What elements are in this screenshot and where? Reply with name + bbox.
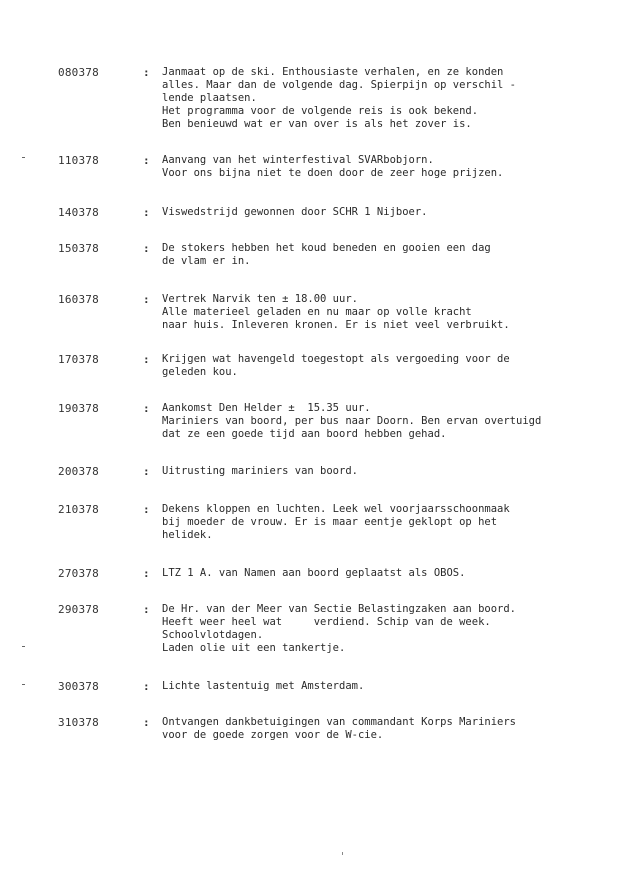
entry-date: 200378	[58, 465, 99, 478]
entry-date: 150378	[58, 242, 99, 255]
entry-line: Laden olie uit een tankertje.	[162, 642, 346, 654]
entry-separator: :	[143, 603, 150, 616]
entry-separator: :	[143, 154, 150, 167]
entry-text	[162, 402, 602, 441]
entry-line: Ben benieuwd wat er van over is als het zover is.	[162, 118, 472, 130]
entry-line: Janmaat op de ski. Enthousiaste verhalen, en ze konden	[162, 66, 504, 78]
entry-date: 310378	[58, 716, 99, 729]
entry-date: 270378	[58, 567, 99, 580]
margin-mark	[22, 646, 25, 647]
entry-line: Krijgen wat havengeld toegestopt als vergoeding voor de	[162, 353, 510, 365]
entry-text	[162, 206, 602, 219]
entry-separator: :	[143, 293, 150, 306]
entry-line: Ontvangen dankbetuigingen van commandant Korps Mariniers	[162, 716, 517, 728]
entry-date: 170378	[58, 353, 99, 366]
entry-text	[162, 154, 602, 180]
entry-line: Aanvang van het winterfestival SVARbobjorn.	[162, 154, 434, 166]
entry-separator: :	[143, 567, 150, 580]
entry-line: Alle materieel geladen en nu maar op volle kracht	[162, 306, 472, 318]
entry-line: de vlam er in.	[162, 255, 251, 267]
entry-text	[162, 353, 602, 379]
entry-date: 110378	[58, 154, 99, 167]
entry-separator: :	[143, 66, 150, 79]
entry-separator: :	[143, 206, 150, 219]
entry-line: LTZ 1 A. van Namen aan boord geplaatst als OBOS.	[162, 567, 466, 579]
entry-separator: :	[143, 402, 150, 415]
entry-line: Voor ons bijna niet te doen door de zeer hoge prijzen.	[162, 167, 504, 179]
entry-text	[162, 465, 602, 478]
entry-line: voor de goede zorgen voor de W-cie.	[162, 729, 384, 741]
scan-speck	[342, 852, 343, 855]
entry-text	[162, 603, 602, 655]
entry-line: Aankomst Den Helder ± 15.35 uur.	[162, 402, 371, 414]
entry-date: 160378	[58, 293, 99, 306]
entry-line: naar huis. Inleveren kronen. Er is niet veel verbruikt.	[162, 319, 510, 331]
entry-text	[162, 716, 602, 742]
entry-text	[162, 567, 602, 580]
entry-line: helidek.	[162, 529, 213, 541]
entry-line: De Hr. van der Meer van Sectie Belastingzaken aan boord.	[162, 603, 517, 615]
entry-line: Lichte lastentuig met Amsterdam.	[162, 680, 365, 692]
entry-date: 140378	[58, 206, 99, 219]
entry-date: 190378	[58, 402, 99, 415]
entry-separator: :	[143, 680, 150, 693]
entry-line: Viswedstrijd gewonnen door SCHR 1 Nijboer.	[162, 206, 428, 218]
entry-line: Mariniers van boord, per bus naar Doorn. Ben ervan overtuigd	[162, 415, 542, 427]
entry-line: Schoolvlotdagen.	[162, 629, 264, 641]
entry-text	[162, 242, 602, 268]
entry-separator: :	[143, 503, 150, 516]
margin-mark	[22, 157, 25, 158]
entry-line: dat ze een goede tijd aan boord hebben gehad.	[162, 428, 447, 440]
entry-separator: :	[143, 353, 150, 366]
margin-mark	[22, 684, 25, 685]
entry-text	[162, 503, 602, 542]
entry-text	[162, 680, 602, 693]
entry-line: lende plaatsen.	[162, 92, 257, 104]
entry-separator: :	[143, 242, 150, 255]
entry-date: 080378	[58, 66, 99, 79]
entry-date: 210378	[58, 503, 99, 516]
entry-line: De stokers hebben het koud beneden en gooien een dag	[162, 242, 491, 254]
entry-separator: :	[143, 465, 150, 478]
entry-line: geleden kou.	[162, 366, 238, 378]
entry-date: 300378	[58, 680, 99, 693]
entry-line: bij moeder de vrouw. Er is maar eentje geklopt op het	[162, 516, 498, 528]
entry-line: Uitrusting mariniers van boord.	[162, 465, 358, 477]
entry-line: Vertrek Narvik ten ± 18.00 uur.	[162, 293, 358, 305]
entry-text	[162, 66, 602, 131]
entry-line: Dekens kloppen en luchten. Leek wel voorjaarsschoonmaak	[162, 503, 510, 515]
entry-date: 290378	[58, 603, 99, 616]
entry-line: alles. Maar dan de volgende dag. Spierpijn op verschil -	[162, 79, 517, 91]
entry-text	[162, 293, 602, 332]
entry-line: Heeft weer heel wat verdiend. Schip van de week.	[162, 616, 491, 628]
entry-separator: :	[143, 716, 150, 729]
entry-line: Het programma voor de volgende reis is ook bekend.	[162, 105, 479, 117]
